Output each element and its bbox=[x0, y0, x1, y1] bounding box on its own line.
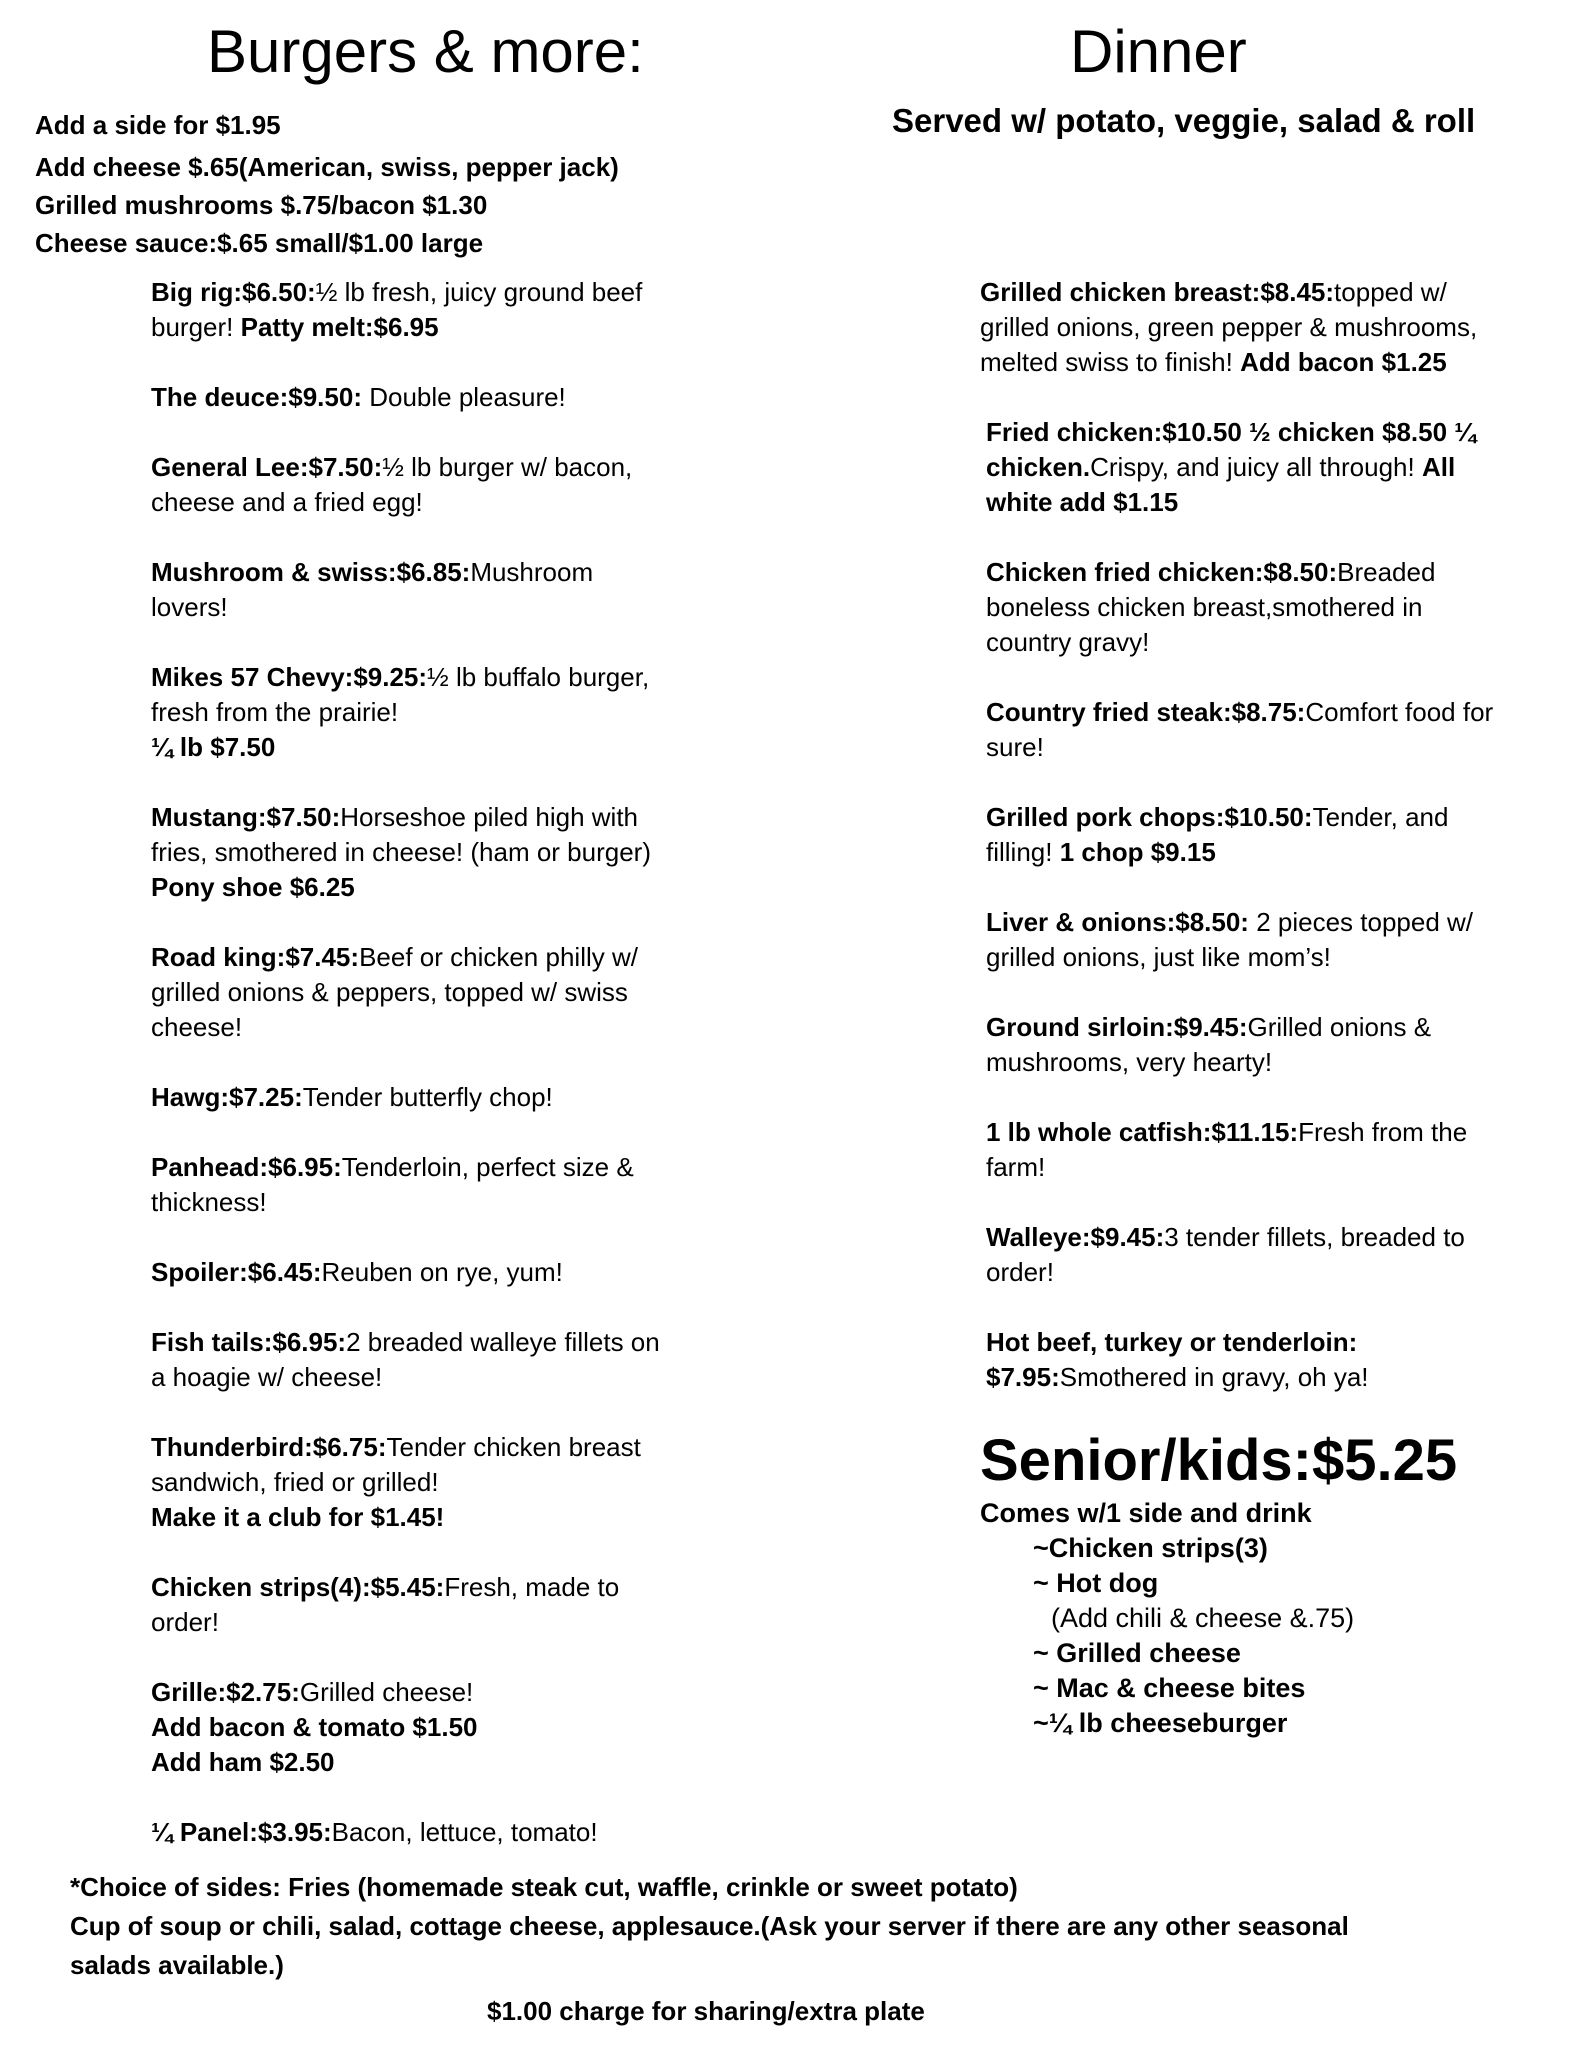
kids-item-chicken-strips: ~Chicken strips(3) bbox=[1033, 1533, 1268, 1563]
dinner-list bbox=[980, 275, 1560, 1395]
sides-footer bbox=[70, 1868, 1570, 1985]
item-desc: Tender chicken breast bbox=[386, 1432, 641, 1462]
sides-line: salads available.) bbox=[70, 1950, 284, 1980]
kids-item-hot-dog-note: (Add chili & cheese &.75) bbox=[1051, 1603, 1355, 1633]
item-desc: order! bbox=[986, 1257, 1054, 1287]
item-name: Mustang:$7.50: bbox=[151, 802, 341, 832]
item-desc: ½ lb fresh, juicy ground beef bbox=[315, 277, 643, 307]
item-desc: Tender butterfly chop! bbox=[302, 1082, 553, 1112]
item-desc: Comfort food for bbox=[1305, 697, 1494, 727]
menu-item-hot-beef bbox=[980, 1325, 1560, 1395]
item-name: Big rig:$6.50: bbox=[151, 277, 316, 307]
item-extra: Add bacon $1.25 bbox=[1240, 347, 1447, 377]
menu-item-panhead bbox=[151, 1150, 721, 1220]
item-extra: ¼ lb $7.50 bbox=[151, 732, 276, 762]
item-extra: Add ham $2.50 bbox=[151, 1747, 335, 1777]
item-desc: Grilled onions & bbox=[1247, 1012, 1432, 1042]
item-name: General Lee:$7.50: bbox=[151, 452, 383, 482]
senior-kids-subtitle: Comes w/1 side and drink bbox=[980, 1498, 1312, 1528]
addon-cheese: Add cheese $.65(American, swiss, pepper jack) bbox=[35, 152, 619, 182]
item-name: Chicken strips(4):$5.45: bbox=[151, 1572, 445, 1602]
dinner-subtitle: Served w/ potato, veggie, salad & roll bbox=[892, 102, 1476, 139]
senior-kids-section bbox=[980, 1428, 1458, 1741]
item-name: Fish tails:$6.95: bbox=[151, 1327, 347, 1357]
item-extra: Patty melt:$6.95 bbox=[240, 312, 439, 342]
item-desc: lovers! bbox=[151, 592, 228, 622]
item-desc: Double pleasure! bbox=[361, 382, 566, 412]
burger-addons bbox=[35, 106, 619, 262]
item-desc: burger! bbox=[151, 312, 241, 342]
item-name: Spoiler:$6.45: bbox=[151, 1257, 322, 1287]
item-name: Grilled pork chops:$10.50: bbox=[986, 802, 1313, 832]
item-name: Grille:$2.75: bbox=[151, 1677, 300, 1707]
menu-item-grilled-pork-chops bbox=[980, 800, 1560, 870]
menu-item-country-fried-steak bbox=[980, 695, 1560, 765]
addon-mushrooms-bacon: Grilled mushrooms $.75/bacon $1.30 bbox=[35, 190, 488, 220]
item-desc: country gravy! bbox=[986, 627, 1150, 657]
item-desc: Grilled cheese! bbox=[299, 1677, 474, 1707]
addon-side: Add a side for $1.95 bbox=[35, 110, 281, 140]
item-desc: ½ lb buffalo burger, bbox=[427, 662, 650, 692]
item-desc: cheese and a fried egg! bbox=[151, 487, 423, 517]
menu-item-general-lee bbox=[151, 450, 721, 520]
addon-cheese-sauce: Cheese sauce:$.65 small/$1.00 large bbox=[35, 228, 484, 258]
menu-item-liver-onions bbox=[980, 905, 1560, 975]
menu-item-panel bbox=[151, 1815, 721, 1850]
menu-item-mushroom-swiss bbox=[151, 555, 721, 625]
item-desc: order! bbox=[151, 1607, 219, 1637]
menu-item-road-king bbox=[151, 940, 721, 1045]
item-desc: thickness! bbox=[151, 1187, 267, 1217]
item-desc: sure! bbox=[986, 732, 1044, 762]
item-extra: 1 chop $9.15 bbox=[1059, 837, 1216, 867]
item-name: Thunderbird:$6.75: bbox=[151, 1432, 387, 1462]
menu-item-thunderbird bbox=[151, 1430, 721, 1535]
item-desc: Fresh, made to bbox=[444, 1572, 620, 1602]
item-extra: white add $1.15 bbox=[986, 487, 1179, 517]
item-desc: ½ lb burger w/ bacon, bbox=[382, 452, 633, 482]
item-name: Ground sirloin:$9.45: bbox=[986, 1012, 1248, 1042]
sides-line: Cup of soup or chili, salad, cottage cheese, applesauce.(Ask your server if there are any other seasonal bbox=[70, 1911, 1349, 1941]
item-desc: a hoagie w/ cheese! bbox=[151, 1362, 383, 1392]
item-desc: grilled onions, green pepper & mushrooms, bbox=[980, 312, 1478, 342]
item-desc: Mushroom bbox=[470, 557, 594, 587]
item-name: Liver & onions:$8.50: bbox=[986, 907, 1249, 937]
menu-item-ground-sirloin bbox=[980, 1010, 1560, 1080]
item-desc: Fresh from the bbox=[1298, 1117, 1468, 1147]
item-extra: All bbox=[1421, 452, 1456, 482]
item-name: 1 lb whole catfish:$11.15: bbox=[986, 1117, 1299, 1147]
item-desc: Tenderloin, perfect size & bbox=[341, 1152, 634, 1182]
menu-item-mikes-57-chevy bbox=[151, 660, 721, 765]
item-desc: boneless chicken breast,smothered in bbox=[986, 592, 1423, 622]
menu-item-mustang bbox=[151, 800, 721, 905]
item-name: Road king:$7.45: bbox=[151, 942, 360, 972]
item-desc: Bacon, lettuce, tomato! bbox=[331, 1817, 598, 1847]
item-desc: filling! bbox=[986, 837, 1060, 867]
burgers-title: Burgers & more: bbox=[207, 18, 644, 85]
item-desc: farm! bbox=[986, 1152, 1046, 1182]
item-name: Fried chicken:$10.50 ½ chicken $8.50 ¼ bbox=[986, 417, 1476, 447]
menu-item-whole-catfish bbox=[980, 1115, 1560, 1185]
item-name: chicken. bbox=[986, 452, 1091, 482]
item-name: The deuce:$9.50: bbox=[151, 382, 362, 412]
sharing-charge-note: $1.00 charge for sharing/extra plate bbox=[487, 1996, 925, 2026]
item-desc: Smothered in gravy, oh ya! bbox=[1059, 1362, 1369, 1392]
item-desc: fresh from the prairie! bbox=[151, 697, 399, 727]
item-desc: 2 pieces topped w/ bbox=[1248, 907, 1474, 937]
item-desc: mushrooms, very hearty! bbox=[986, 1047, 1273, 1077]
item-desc: grilled onions, just like mom’s! bbox=[986, 942, 1331, 972]
item-name: Hawg:$7.25: bbox=[151, 1082, 303, 1112]
menu-item-grilled-chicken-breast bbox=[980, 275, 1560, 380]
menu-item-grille bbox=[151, 1675, 721, 1780]
item-name: $7.95: bbox=[986, 1362, 1060, 1392]
item-name: Grilled chicken breast:$8.45: bbox=[980, 277, 1335, 307]
item-name: Chicken fried chicken:$8.50: bbox=[986, 557, 1338, 587]
sides-line: *Choice of sides: Fries (homemade steak cut, waffle, crinkle or sweet potato) bbox=[70, 1872, 1018, 1902]
menu-item-fried-chicken bbox=[980, 415, 1560, 520]
senior-kids-title: Senior/kids:$5.25 bbox=[980, 1428, 1458, 1493]
menu-item-spoiler bbox=[151, 1255, 721, 1290]
item-extra: Pony shoe $6.25 bbox=[151, 872, 355, 902]
menu-item-chicken-strips bbox=[151, 1570, 721, 1640]
menu-item-chicken-fried-chicken bbox=[980, 555, 1560, 660]
item-extra: Make it a club for $1.45! bbox=[151, 1502, 445, 1532]
item-desc: Horseshoe piled high with bbox=[340, 802, 638, 832]
item-name: Hot beef, turkey or tenderloin: bbox=[986, 1327, 1358, 1357]
item-name: ¼ Panel:$3.95: bbox=[151, 1817, 332, 1847]
burger-list bbox=[151, 275, 721, 1850]
item-name: Mikes 57 Chevy:$9.25: bbox=[151, 662, 428, 692]
kids-item-hot-dog: ~ Hot dog bbox=[1033, 1568, 1159, 1598]
menu-item-the-deuce bbox=[151, 380, 721, 415]
item-desc: fries, smothered in cheese! (ham or burger) bbox=[151, 837, 651, 867]
kids-item-mac-cheese-bites: ~ Mac & cheese bites bbox=[1033, 1673, 1306, 1703]
item-desc: Breaded bbox=[1337, 557, 1436, 587]
item-desc: sandwich, fried or grilled! bbox=[151, 1467, 439, 1497]
item-name: Mushroom & swiss:$6.85: bbox=[151, 557, 471, 587]
item-desc: cheese! bbox=[151, 1012, 243, 1042]
item-desc: 2 breaded walleye fillets on bbox=[346, 1327, 660, 1357]
item-desc: Tender, and bbox=[1312, 802, 1449, 832]
kids-item-grilled-cheese: ~ Grilled cheese bbox=[1033, 1638, 1241, 1668]
item-desc: Beef or chicken philly w/ bbox=[359, 942, 638, 972]
menu-item-walleye bbox=[980, 1220, 1560, 1290]
menu-item-fish-tails bbox=[151, 1325, 721, 1395]
item-desc: 3 tender fillets, breaded to bbox=[1164, 1222, 1465, 1252]
menu-item-hawg bbox=[151, 1080, 721, 1115]
kids-item-cheeseburger: ~¼ lb cheeseburger bbox=[1033, 1708, 1288, 1738]
menu-item-big-rig bbox=[151, 275, 721, 345]
item-desc: grilled onions & peppers, topped w/ swiss bbox=[151, 977, 628, 1007]
item-name: Walleye:$9.45: bbox=[986, 1222, 1165, 1252]
item-desc: melted swiss to finish! bbox=[980, 347, 1241, 377]
item-desc: topped w/ bbox=[1334, 277, 1447, 307]
dinner-title: Dinner bbox=[1070, 18, 1247, 85]
item-extra: Add bacon & tomato $1.50 bbox=[151, 1712, 478, 1742]
item-desc: Crispy, and juicy all through! bbox=[1090, 452, 1422, 482]
item-name: Country fried steak:$8.75: bbox=[986, 697, 1306, 727]
item-desc: Reuben on rye, yum! bbox=[321, 1257, 563, 1287]
item-name: Panhead:$6.95: bbox=[151, 1152, 342, 1182]
